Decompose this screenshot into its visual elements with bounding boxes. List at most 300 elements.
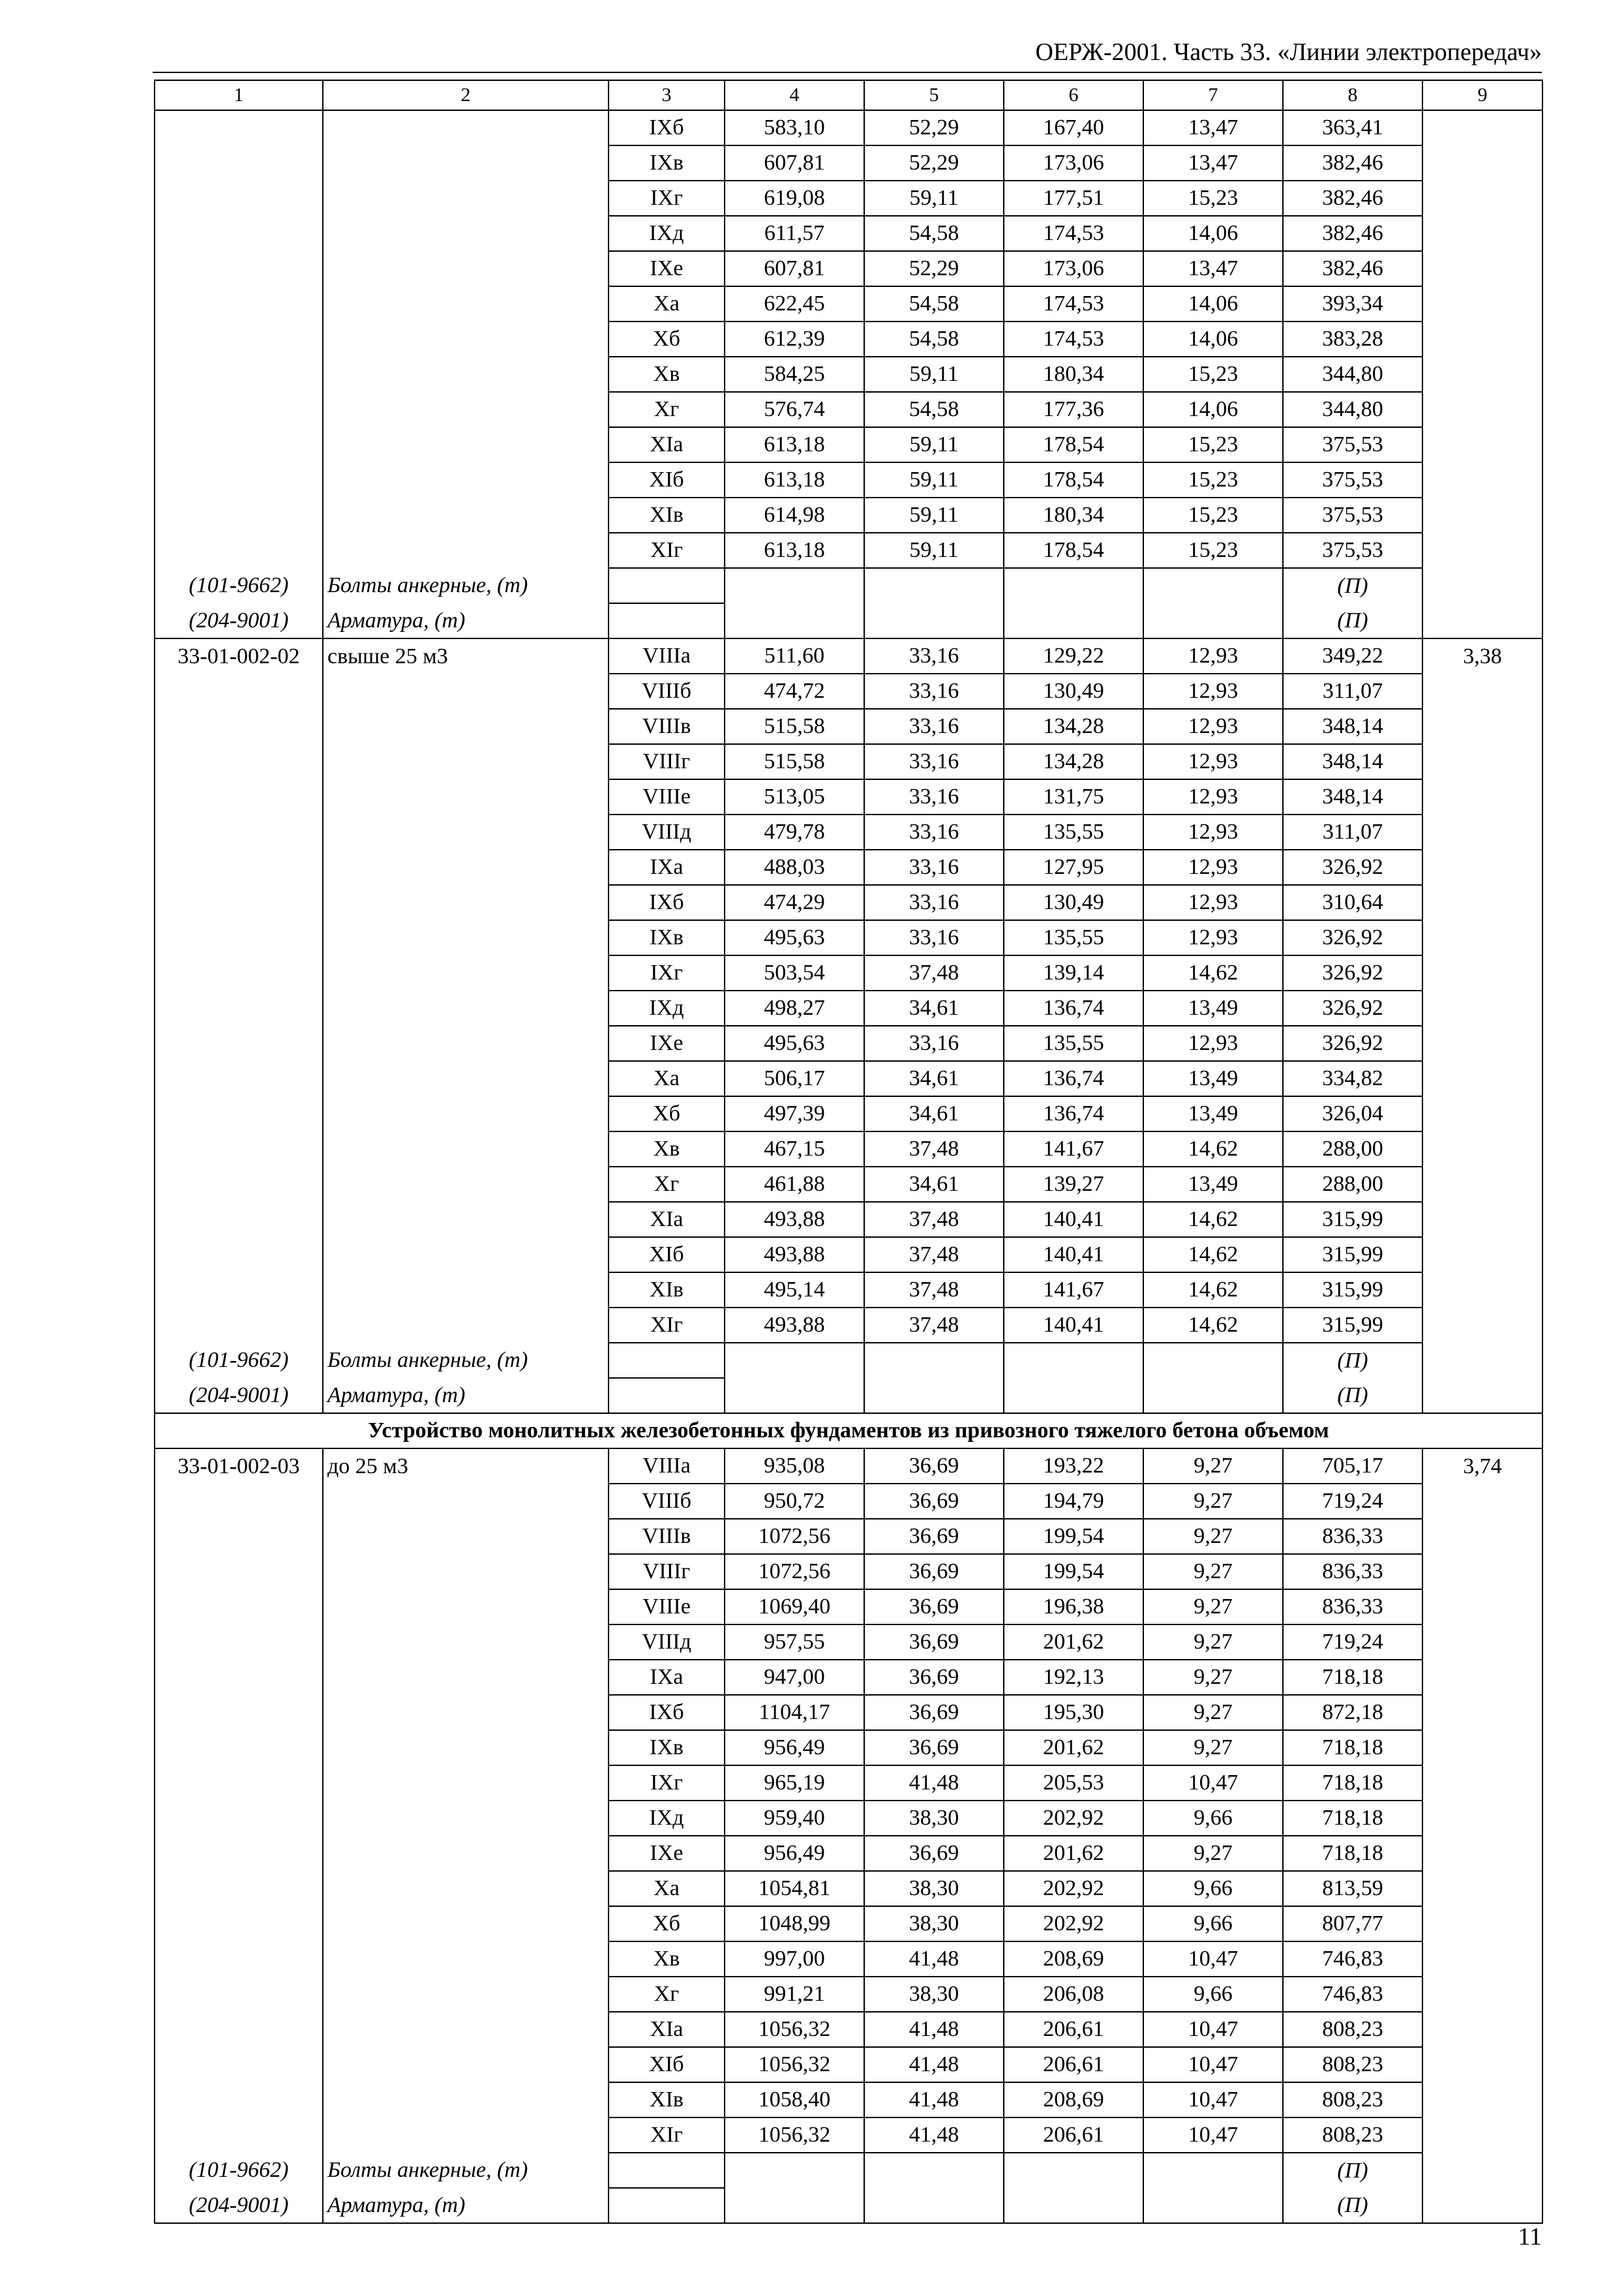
value-cell: 348,14 <box>1283 709 1422 744</box>
factor-cell <box>1422 1906 1542 1941</box>
factor-cell <box>1422 1977 1542 2012</box>
zone-cell: XIг <box>609 2117 725 2153</box>
value-cell: 208,69 <box>1004 1941 1143 1977</box>
table-row <box>155 1096 1542 1131</box>
rate-code-cell <box>155 1765 323 1801</box>
rate-code-cell <box>155 2012 323 2047</box>
table-row <box>155 1589 1542 1624</box>
value-cell: 997,00 <box>725 1941 864 1977</box>
value-cell: 174,53 <box>1004 286 1143 322</box>
value-cell: 41,48 <box>864 2012 1004 2047</box>
rate-code-cell <box>155 462 323 498</box>
value-cell: 375,53 <box>1283 498 1422 533</box>
resource-name-cell: Болты анкерные, (т) <box>323 2153 609 2188</box>
value-cell: 127,95 <box>1004 850 1143 885</box>
value-cell: 12,93 <box>1143 709 1283 744</box>
value-cell: 382,46 <box>1283 251 1422 286</box>
value-cell: 1056,32 <box>725 2117 864 2153</box>
value-cell: 311,07 <box>1283 674 1422 709</box>
value-cell: 746,83 <box>1283 1941 1422 1977</box>
zone-cell <box>609 2188 725 2223</box>
header-rule <box>153 72 1542 73</box>
work-name-cell <box>323 1061 609 1096</box>
value-cell: 315,99 <box>1283 1272 1422 1308</box>
work-name-cell <box>323 1624 609 1660</box>
value-cell: 14,06 <box>1143 286 1283 322</box>
value-cell: 488,03 <box>725 850 864 885</box>
rate-code-cell <box>155 1836 323 1871</box>
factor-cell <box>1422 779 1542 815</box>
value-cell <box>1004 603 1143 638</box>
rate-code-cell <box>155 1801 323 1836</box>
factor-cell <box>1422 145 1542 181</box>
value-cell: 36,69 <box>864 1448 1004 1484</box>
rate-code-cell <box>155 1906 323 1941</box>
table-row <box>155 145 1542 181</box>
table-row <box>155 1026 1542 1061</box>
value-cell: 13,47 <box>1143 110 1283 145</box>
value-cell: 1072,56 <box>725 1519 864 1554</box>
work-name-cell <box>323 1801 609 1836</box>
value-cell: 173,06 <box>1004 251 1143 286</box>
factor-cell <box>1422 1941 1542 1977</box>
value-cell: 746,83 <box>1283 1977 1422 2012</box>
value-cell: 718,18 <box>1283 1660 1422 1695</box>
value-cell: 612,39 <box>725 322 864 357</box>
factor-cell <box>1422 1765 1542 1801</box>
rate-code-cell <box>155 392 323 427</box>
work-name-cell <box>323 1836 609 1871</box>
rate-code-cell <box>155 2117 323 2153</box>
zone-cell <box>609 603 725 638</box>
factor-cell <box>1422 498 1542 533</box>
resource-value-cell: (П) <box>1283 1343 1422 1378</box>
resource-value-cell: (П) <box>1283 2188 1422 2223</box>
factor-cell <box>1422 1801 1542 1836</box>
resource-row <box>155 603 1542 638</box>
zone-cell: VIIIб <box>609 1484 725 1519</box>
zone-cell: Xб <box>609 1906 725 1941</box>
table-row <box>155 1131 1542 1167</box>
value-cell: 134,28 <box>1004 709 1143 744</box>
rate-code-cell <box>155 145 323 181</box>
rate-code-cell <box>155 1519 323 1554</box>
value-cell: 344,80 <box>1283 392 1422 427</box>
column-number-cell: 8 <box>1283 80 1422 110</box>
value-cell: 956,49 <box>725 1730 864 1765</box>
zone-cell: XIа <box>609 427 725 462</box>
rate-code-cell <box>155 1554 323 1589</box>
value-cell: 9,27 <box>1143 1836 1283 1871</box>
value-cell <box>1143 1343 1283 1378</box>
zone-cell: VIIIв <box>609 1519 725 1554</box>
factor-cell <box>1422 2117 1542 2153</box>
rate-code-cell: 33-01-002-02 <box>155 638 323 674</box>
rate-code-cell <box>155 357 323 392</box>
factor-cell <box>1422 1308 1542 1343</box>
value-cell: 872,18 <box>1283 1695 1422 1730</box>
page-number: 11 <box>1518 2223 1542 2251</box>
value-cell <box>725 1343 864 1378</box>
value-cell: 326,92 <box>1283 850 1422 885</box>
value-cell: 513,05 <box>725 779 864 815</box>
zone-cell: XIв <box>609 1272 725 1308</box>
factor-cell <box>1422 1519 1542 1554</box>
table-row <box>155 638 1542 674</box>
value-cell: 957,55 <box>725 1624 864 1660</box>
rate-code-cell <box>155 1272 323 1308</box>
work-name-cell <box>323 674 609 709</box>
work-name-cell <box>323 1308 609 1343</box>
value-cell: 37,48 <box>864 1202 1004 1237</box>
value-cell: 719,24 <box>1283 1484 1422 1519</box>
zone-cell: Xв <box>609 1131 725 1167</box>
value-cell: 59,11 <box>864 462 1004 498</box>
zone-cell: Xг <box>609 1977 725 2012</box>
table-row <box>155 322 1542 357</box>
value-cell: 52,29 <box>864 251 1004 286</box>
value-cell: 36,69 <box>864 1554 1004 1589</box>
factor-cell <box>1422 2082 1542 2117</box>
value-cell: 288,00 <box>1283 1167 1422 1202</box>
value-cell: 315,99 <box>1283 1202 1422 1237</box>
rate-code-cell <box>155 1624 323 1660</box>
work-name-cell <box>323 1906 609 1941</box>
value-cell: 12,93 <box>1143 920 1283 955</box>
table-row <box>155 1237 1542 1272</box>
work-name-cell: до 25 м3 <box>323 1448 609 1484</box>
factor-cell <box>1422 2188 1542 2223</box>
value-cell: 288,00 <box>1283 1131 1422 1167</box>
zone-cell: VIIIг <box>609 744 725 779</box>
rate-code-cell <box>155 885 323 920</box>
value-cell: 140,41 <box>1004 1202 1143 1237</box>
value-cell: 836,33 <box>1283 1589 1422 1624</box>
value-cell: 33,16 <box>864 674 1004 709</box>
value-cell <box>1004 2153 1143 2188</box>
value-cell: 38,30 <box>864 1801 1004 1836</box>
value-cell <box>864 1378 1004 1413</box>
value-cell: 467,15 <box>725 1131 864 1167</box>
column-number-cell: 4 <box>725 80 864 110</box>
work-name-cell <box>323 1484 609 1519</box>
value-cell: 493,88 <box>725 1202 864 1237</box>
work-name-cell <box>323 850 609 885</box>
value-cell: 167,40 <box>1004 110 1143 145</box>
value-cell: 614,98 <box>725 498 864 533</box>
value-cell: 959,40 <box>725 1801 864 1836</box>
value-cell: 139,14 <box>1004 955 1143 991</box>
value-cell <box>1143 2153 1283 2188</box>
factor-cell <box>1422 1202 1542 1237</box>
value-cell: 33,16 <box>864 885 1004 920</box>
value-cell: 382,46 <box>1283 145 1422 181</box>
factor-cell <box>1422 1131 1542 1167</box>
work-name-cell <box>323 286 609 322</box>
value-cell: 10,47 <box>1143 2047 1283 2082</box>
value-cell: 135,55 <box>1004 815 1143 850</box>
rate-code-cell <box>155 1977 323 2012</box>
zone-cell: IXд <box>609 991 725 1026</box>
zone-cell: IXб <box>609 885 725 920</box>
rate-code-cell <box>155 1167 323 1202</box>
value-cell: 12,93 <box>1143 1026 1283 1061</box>
zone-cell: Xг <box>609 1167 725 1202</box>
rate-code-cell <box>155 991 323 1026</box>
factor-cell <box>1422 216 1542 251</box>
resource-row <box>155 2188 1542 2223</box>
value-cell: 14,06 <box>1143 322 1283 357</box>
rate-code-cell <box>155 251 323 286</box>
value-cell: 59,11 <box>864 181 1004 216</box>
value-cell: 180,34 <box>1004 357 1143 392</box>
value-cell: 14,62 <box>1143 1272 1283 1308</box>
resource-code-cell: (101-9662) <box>155 568 323 603</box>
value-cell: 33,16 <box>864 638 1004 674</box>
rate-code-cell <box>155 1308 323 1343</box>
column-number-cell: 1 <box>155 80 323 110</box>
value-cell <box>864 2188 1004 2223</box>
value-cell: 205,53 <box>1004 1765 1143 1801</box>
value-cell: 38,30 <box>864 1871 1004 1906</box>
zone-cell: IXе <box>609 1026 725 1061</box>
value-cell: 375,53 <box>1283 533 1422 568</box>
value-cell: 474,72 <box>725 674 864 709</box>
work-name-cell <box>323 709 609 744</box>
table-row <box>155 744 1542 779</box>
value-cell: 136,74 <box>1004 991 1143 1026</box>
value-cell: 493,88 <box>725 1237 864 1272</box>
zone-cell <box>609 2153 725 2188</box>
value-cell: 576,74 <box>725 392 864 427</box>
value-cell: 54,58 <box>864 392 1004 427</box>
factor-cell <box>1422 110 1542 145</box>
zone-cell: Xб <box>609 322 725 357</box>
value-cell: 13,49 <box>1143 1061 1283 1096</box>
zone-cell: IXе <box>609 251 725 286</box>
value-cell <box>1004 568 1143 603</box>
value-cell: 808,23 <box>1283 2012 1422 2047</box>
value-cell: 808,23 <box>1283 2117 1422 2153</box>
zone-cell: XIг <box>609 533 725 568</box>
table-row <box>155 955 1542 991</box>
value-cell: 807,77 <box>1283 1906 1422 1941</box>
zone-cell: IXб <box>609 1695 725 1730</box>
document-header-title: ОЕРЖ-2001. Часть 33. «Линии электропередач» <box>1035 38 1542 66</box>
value-cell: 36,69 <box>864 1730 1004 1765</box>
table-row <box>155 2117 1542 2153</box>
value-cell: 194,79 <box>1004 1484 1143 1519</box>
table-row <box>155 2047 1542 2082</box>
value-cell: 202,92 <box>1004 1906 1143 1941</box>
resource-row <box>155 1378 1542 1413</box>
value-cell: 14,06 <box>1143 392 1283 427</box>
value-cell: 140,41 <box>1004 1308 1143 1343</box>
resource-row <box>155 1343 1542 1378</box>
value-cell: 141,67 <box>1004 1131 1143 1167</box>
value-cell: 15,23 <box>1143 181 1283 216</box>
value-cell: 515,58 <box>725 744 864 779</box>
table-row <box>155 286 1542 322</box>
value-cell: 935,08 <box>725 1448 864 1484</box>
value-cell: 54,58 <box>864 286 1004 322</box>
work-name-cell <box>323 955 609 991</box>
zone-cell: IXб <box>609 110 725 145</box>
factor-cell <box>1422 2012 1542 2047</box>
value-cell: 34,61 <box>864 1061 1004 1096</box>
table-row <box>155 1730 1542 1765</box>
work-name-cell <box>323 1695 609 1730</box>
value-cell: 9,27 <box>1143 1730 1283 1765</box>
value-cell: 10,47 <box>1143 2082 1283 2117</box>
factor-cell <box>1422 427 1542 462</box>
value-cell: 10,47 <box>1143 1765 1283 1801</box>
zone-cell: IXг <box>609 181 725 216</box>
value-cell <box>1143 2188 1283 2223</box>
zone-cell: VIIIд <box>609 815 725 850</box>
zone-cell: IXа <box>609 1660 725 1695</box>
factor-cell <box>1422 1730 1542 1765</box>
rate-code-cell <box>155 322 323 357</box>
work-name-cell <box>323 357 609 392</box>
work-name-cell <box>323 462 609 498</box>
value-cell: 37,48 <box>864 1272 1004 1308</box>
value-cell: 15,23 <box>1143 427 1283 462</box>
value-cell: 14,06 <box>1143 216 1283 251</box>
value-cell: 326,92 <box>1283 1026 1422 1061</box>
zone-cell: XIб <box>609 2047 725 2082</box>
resource-code-cell: (204-9001) <box>155 1378 323 1413</box>
column-number-cell: 3 <box>609 80 725 110</box>
value-cell: 37,48 <box>864 1237 1004 1272</box>
value-cell: 59,11 <box>864 533 1004 568</box>
factor-cell <box>1422 392 1542 427</box>
value-cell: 10,47 <box>1143 2117 1283 2153</box>
value-cell: 199,54 <box>1004 1519 1143 1554</box>
value-cell: 59,11 <box>864 427 1004 462</box>
value-cell: 607,81 <box>725 145 864 181</box>
rate-code-cell <box>155 216 323 251</box>
zone-cell <box>609 568 725 603</box>
resource-name-cell: Арматура, (т) <box>323 603 609 638</box>
zone-cell: XIв <box>609 2082 725 2117</box>
value-cell: 140,41 <box>1004 1237 1143 1272</box>
value-cell: 33,16 <box>864 815 1004 850</box>
value-cell: 813,59 <box>1283 1871 1422 1906</box>
table-row <box>155 885 1542 920</box>
rate-code-cell <box>155 1730 323 1765</box>
value-cell: 326,92 <box>1283 955 1422 991</box>
value-cell: 375,53 <box>1283 462 1422 498</box>
value-cell: 950,72 <box>725 1484 864 1519</box>
value-cell: 1056,32 <box>725 2047 864 2082</box>
value-cell: 349,22 <box>1283 638 1422 674</box>
zone-cell: XIб <box>609 1237 725 1272</box>
value-cell: 36,69 <box>864 1484 1004 1519</box>
work-name-cell <box>323 251 609 286</box>
value-cell: 493,88 <box>725 1308 864 1343</box>
value-cell: 10,47 <box>1143 1941 1283 1977</box>
value-cell: 836,33 <box>1283 1519 1422 1554</box>
work-name-cell <box>323 1026 609 1061</box>
column-number-cell: 7 <box>1143 80 1283 110</box>
work-name-cell <box>323 216 609 251</box>
value-cell <box>1004 1343 1143 1378</box>
work-name-cell <box>323 145 609 181</box>
value-cell: 495,63 <box>725 920 864 955</box>
table-row <box>155 850 1542 885</box>
rate-code-cell <box>155 1026 323 1061</box>
column-number-cell: 6 <box>1004 80 1143 110</box>
value-cell: 956,49 <box>725 1836 864 1871</box>
value-cell: 1072,56 <box>725 1554 864 1589</box>
table-row <box>155 1061 1542 1096</box>
value-cell: 174,53 <box>1004 322 1143 357</box>
value-cell: 393,34 <box>1283 286 1422 322</box>
table-row <box>155 1272 1542 1308</box>
table-row <box>155 110 1542 145</box>
rate-code-cell <box>155 920 323 955</box>
value-cell: 613,18 <box>725 427 864 462</box>
value-cell: 991,21 <box>725 1977 864 2012</box>
column-number-cell: 2 <box>323 80 609 110</box>
rate-code-cell <box>155 1131 323 1167</box>
value-cell: 718,18 <box>1283 1730 1422 1765</box>
rate-code-cell <box>155 181 323 216</box>
value-cell <box>725 603 864 638</box>
value-cell: 34,61 <box>864 1167 1004 1202</box>
table-row <box>155 1801 1542 1836</box>
zone-cell: Xв <box>609 357 725 392</box>
factor-cell <box>1422 991 1542 1026</box>
value-cell: 206,61 <box>1004 2047 1143 2082</box>
value-cell: 41,48 <box>864 2047 1004 2082</box>
table-row <box>155 815 1542 850</box>
value-cell: 495,14 <box>725 1272 864 1308</box>
work-name-cell <box>323 1941 609 1977</box>
value-cell: 206,08 <box>1004 1977 1143 2012</box>
table-row <box>155 1660 1542 1695</box>
table-row <box>155 533 1542 568</box>
table-row <box>155 357 1542 392</box>
value-cell: 382,46 <box>1283 216 1422 251</box>
value-cell: 206,61 <box>1004 2117 1143 2153</box>
value-cell: 41,48 <box>864 1941 1004 1977</box>
table-row <box>155 1554 1542 1589</box>
value-cell <box>725 1378 864 1413</box>
value-cell: 9,27 <box>1143 1624 1283 1660</box>
value-cell: 718,18 <box>1283 1836 1422 1871</box>
value-cell: 14,62 <box>1143 955 1283 991</box>
work-name-cell <box>323 744 609 779</box>
table-row <box>155 1308 1542 1343</box>
value-cell: 15,23 <box>1143 462 1283 498</box>
zone-cell: XIа <box>609 1202 725 1237</box>
value-cell: 41,48 <box>864 2117 1004 2153</box>
value-cell: 15,23 <box>1143 498 1283 533</box>
value-cell: 202,92 <box>1004 1871 1143 1906</box>
zone-cell: XIг <box>609 1308 725 1343</box>
work-name-cell <box>323 1554 609 1589</box>
value-cell: 311,07 <box>1283 815 1422 850</box>
factor-cell <box>1422 1096 1542 1131</box>
table-row <box>155 674 1542 709</box>
rate-code-cell <box>155 286 323 322</box>
value-cell: 947,00 <box>725 1660 864 1695</box>
zone-cell: IXе <box>609 1836 725 1871</box>
value-cell: 139,27 <box>1004 1167 1143 1202</box>
table-row <box>155 1448 1542 1484</box>
